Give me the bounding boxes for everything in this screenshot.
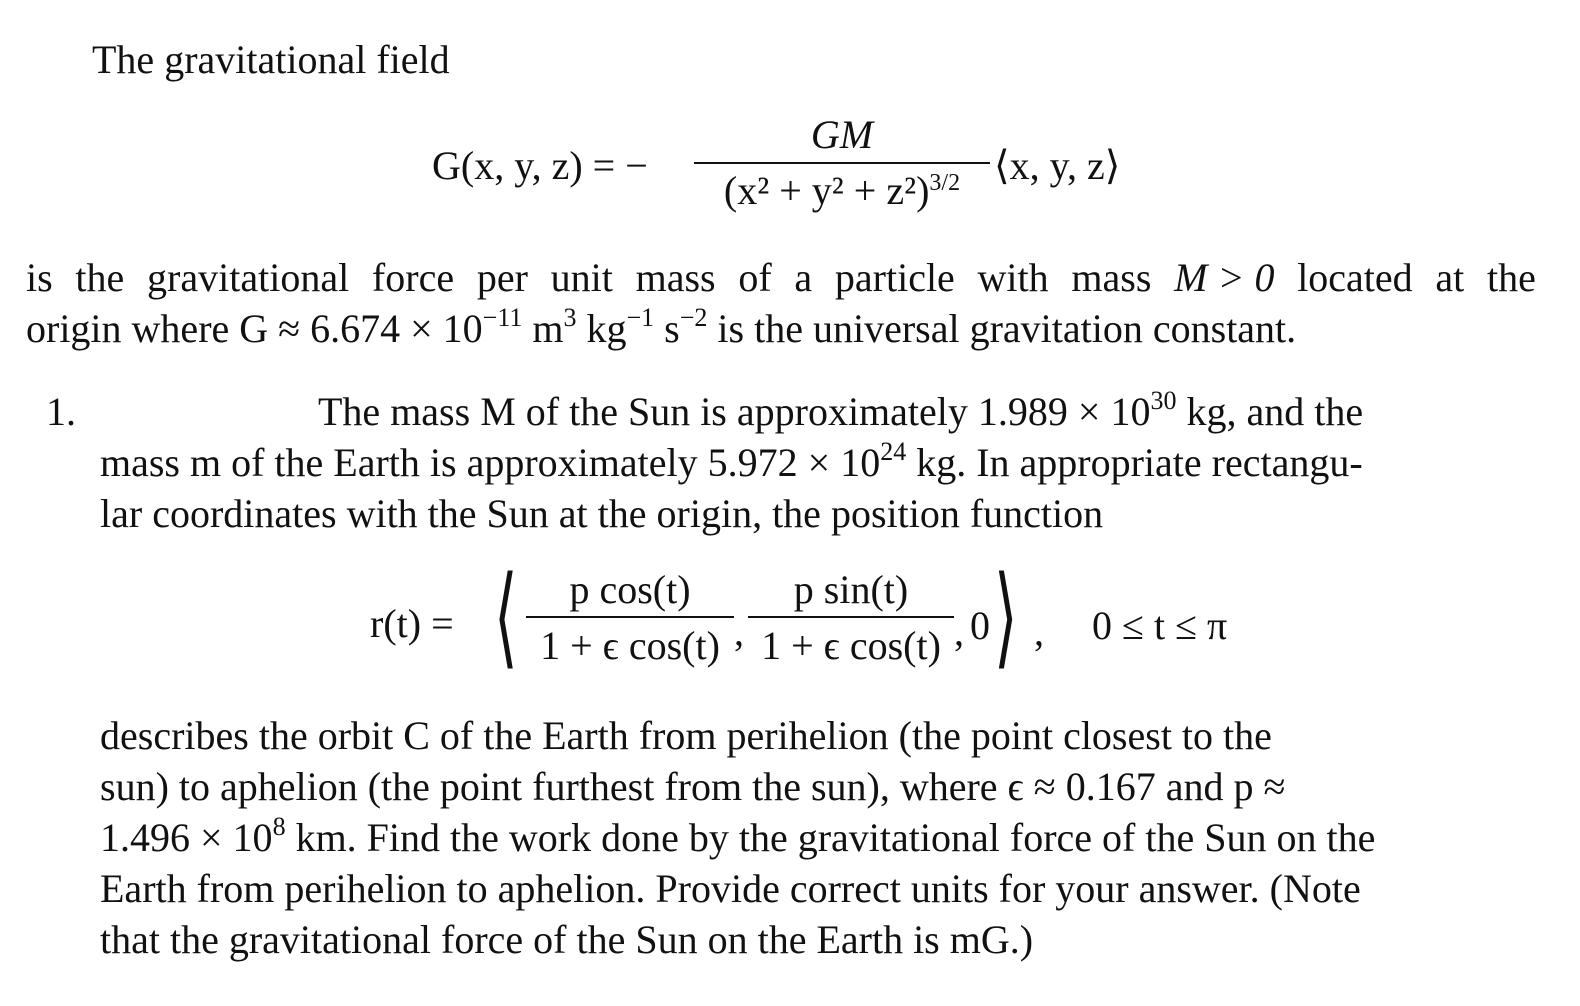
description-text: km. Find the work done by the gravitational force of the Sun on the bbox=[285, 815, 1376, 860]
equation-rhs: ⟨x, y, z⟩ bbox=[994, 143, 1121, 188]
problem-exponent: 30 bbox=[1150, 386, 1177, 415]
problem-text: The mass M of the Sun is approximately 1.989 × 10 bbox=[318, 389, 1151, 434]
right-angle-bracket: ⟩ bbox=[994, 556, 1018, 678]
intro-word: mass bbox=[635, 255, 716, 300]
description-line-5: that the gravitational force of the Sun on the Earth is mG.) bbox=[100, 917, 1034, 962]
description-line-2: sun) to aphelion (the point furthest from the sun), where ϵ ≈ 0.167 and p ≈ bbox=[100, 764, 1286, 809]
fraction-denominator: 1 + ϵ cos(t) bbox=[540, 623, 720, 668]
intro-word: at bbox=[1435, 255, 1465, 300]
intro-line-1 bbox=[26, 252, 1536, 303]
fraction-numerator: p sin(t) bbox=[793, 567, 909, 612]
problem-text: kg, and the bbox=[1176, 389, 1364, 434]
comma: , bbox=[954, 609, 964, 654]
intro-text: is the universal gravitation constant. bbox=[707, 306, 1297, 351]
comma: , bbox=[734, 609, 744, 654]
intro-word: force bbox=[371, 255, 455, 300]
intro-exponent: 3 bbox=[563, 303, 577, 332]
equation-lhs: G(x, y, z) = − bbox=[432, 143, 648, 188]
intro-word: is bbox=[26, 255, 53, 300]
problem-exponent: 24 bbox=[880, 437, 907, 466]
intro-line-2 bbox=[26, 303, 1536, 354]
intro-word: the bbox=[1487, 255, 1536, 300]
x-component-fraction bbox=[526, 568, 734, 668]
fraction-bar bbox=[748, 616, 954, 618]
intro-word: gravitational bbox=[147, 255, 350, 300]
intro-word: of bbox=[738, 255, 772, 300]
intro-exponent: −1 bbox=[626, 303, 655, 332]
fraction-numerator: p cos(t) bbox=[569, 567, 691, 612]
equation-fraction bbox=[694, 112, 990, 212]
description-line-4: Earth from perihelion to aphelion. Provide correct units for your answer. (Note bbox=[100, 866, 1361, 911]
intro-word: located bbox=[1297, 255, 1413, 300]
domain: 0 ≤ t ≤ π bbox=[1092, 603, 1228, 648]
description-text: 1.496 × 10 bbox=[100, 815, 273, 860]
left-angle-bracket: ⟨ bbox=[494, 556, 518, 678]
intro-text: s bbox=[654, 306, 680, 351]
problem-line-1 bbox=[100, 386, 1536, 437]
intro-word: with bbox=[977, 255, 1049, 300]
intro-paragraph bbox=[26, 252, 1536, 354]
fraction-bar bbox=[526, 616, 734, 618]
equation-lhs: r(t) = bbox=[370, 601, 454, 646]
problem-line-3: lar coordinates with the Sun at the origin, the position function bbox=[100, 491, 1104, 536]
intro-word: M > 0 bbox=[1174, 255, 1275, 300]
intro-word: per bbox=[476, 255, 528, 300]
intro-text: origin where G ≈ 6.674 × 10 bbox=[26, 306, 483, 351]
intro-word: unit bbox=[550, 255, 613, 300]
intro-text: kg bbox=[576, 306, 627, 351]
intro-word: a bbox=[794, 255, 813, 300]
intro-word: mass bbox=[1071, 255, 1152, 300]
problem-text: kg. In appropriate rectangu- bbox=[906, 440, 1363, 485]
intro-exponent: −11 bbox=[482, 303, 523, 332]
heading: The gravitational field bbox=[92, 37, 450, 82]
description-paragraph bbox=[100, 710, 1536, 965]
intro-exponent: −2 bbox=[679, 303, 708, 332]
fraction-numerator: GM bbox=[810, 112, 874, 157]
intro-word: particle bbox=[834, 255, 955, 300]
denominator-exponent: 3/2 bbox=[929, 170, 961, 196]
denominator-base: (x² + y² + z²) bbox=[723, 168, 930, 213]
comma: , bbox=[1034, 609, 1044, 654]
problem-number: 1. bbox=[46, 389, 76, 434]
problem-line-2 bbox=[100, 437, 1536, 488]
problem-paragraph bbox=[100, 386, 1536, 539]
problem-text: mass m of the Earth is approximately 5.972 × 10 bbox=[100, 440, 881, 485]
intro-text: m bbox=[522, 306, 564, 351]
fraction-bar bbox=[694, 162, 990, 164]
z-component: 0 bbox=[970, 603, 990, 648]
fraction-denominator bbox=[694, 170, 990, 212]
y-component-fraction bbox=[748, 568, 954, 668]
description-line-1: describes the orbit C of the Earth from perihelion (the point closest to the bbox=[100, 713, 1272, 758]
fraction-denominator: 1 + ϵ cos(t) bbox=[761, 623, 941, 668]
intro-word: the bbox=[75, 255, 125, 300]
description-line-3 bbox=[100, 812, 1536, 863]
description-exponent: 8 bbox=[272, 812, 286, 841]
